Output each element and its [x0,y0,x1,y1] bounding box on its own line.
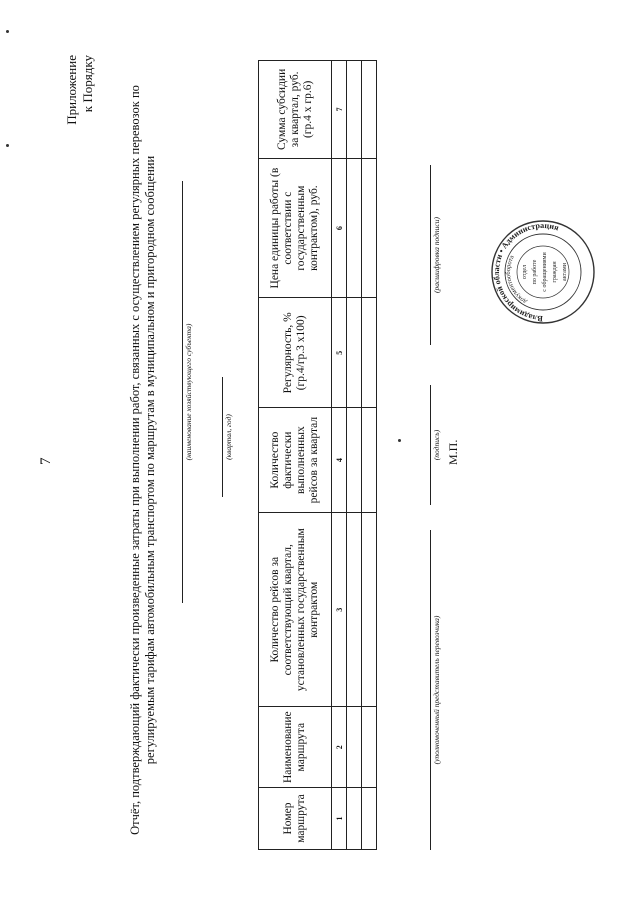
page-number: 7 [38,457,54,465]
title-line1: Отчёт, подтверждающий фактически произведенные затраты при выполнении работ, связанных с осуществлением регулярных перевозок по [128,85,142,835]
stamp-place-label: М.П. [446,439,460,465]
signature-line [430,385,431,505]
table-header-row [259,61,332,850]
table-cell [362,788,377,850]
appendix-label [64,55,96,205]
signature-decoding-caption: (расшифровка подписи) [432,216,441,294]
column-number: 2 [332,707,347,788]
stamp-inner-text: документооборота [504,254,529,306]
stamp-center-line: с обращениями [542,252,548,292]
header-subsidy-sum: Сумма субсидии за квартал, руб. (гр.4 х гр.6) [259,61,332,159]
table-row [347,61,362,850]
table-cell [347,513,362,707]
representative-line [430,530,431,850]
quarter-caption: (квартал, год) [224,414,233,460]
stamp-center-line: отдел [522,264,528,280]
ink-speck [398,439,401,442]
stamp-outer-text: Владимирской области • Администрация [491,220,560,324]
table-cell [347,158,362,298]
table-cell [347,298,362,408]
quarter-line [222,377,223,497]
table-cell [347,788,362,850]
table-cell [362,408,377,513]
table-cell [362,707,377,788]
header-planned-trips: Количество рейсов за соответствующий квартал, установленных государственным контрактом [259,513,332,707]
representative-caption: (уполномоченный представитель перевозчика) [432,615,441,765]
table-cell [347,408,362,513]
appendix-line1: Приложение [64,55,79,125]
subject-name-caption: (наименование хозяйствующего субъекта) [184,323,193,461]
table-cell [362,61,377,159]
ink-speck [6,30,9,33]
header-unit-price: Цена единицы работы (в соответствии с государственным контрактом), руб. [259,158,332,298]
signature-caption: (подпись) [432,429,441,461]
official-stamp [490,219,596,325]
table-cell [362,158,377,298]
title-line2: регулируемым тарифам автомобильным транспортом по маршрутам в муниципальном и пригородном сообщении [143,155,157,765]
column-number: 4 [332,408,347,513]
table-cell [347,707,362,788]
stamp-center-line: актами [562,263,568,281]
column-number: 6 [332,158,347,298]
stamp-center-line: граждан [552,261,558,283]
table-row [362,61,377,850]
subject-name-line [182,181,183,603]
column-number: 1 [332,788,347,850]
column-number: 7 [332,61,347,159]
column-number-row [332,61,347,850]
header-actual-trips: Количество фактически выполненных рейсов за квартал [259,408,332,513]
table-cell [362,298,377,408]
stamp-center-line: по работе [532,259,538,285]
report-title [128,75,158,845]
header-route-name: Наименование маршрута [259,707,332,788]
table-cell [347,61,362,159]
column-number: 5 [332,298,347,408]
appendix-line2: к Порядку [80,55,95,113]
header-regularity: Регулярность, % (гр.4/гр.3 х100) [259,298,332,408]
report-table [258,60,377,850]
ink-speck [6,144,9,147]
table-cell [362,513,377,707]
column-number: 3 [332,513,347,707]
header-route-number: Номер маршрута [259,788,332,850]
signature-decoding-line [430,165,431,345]
